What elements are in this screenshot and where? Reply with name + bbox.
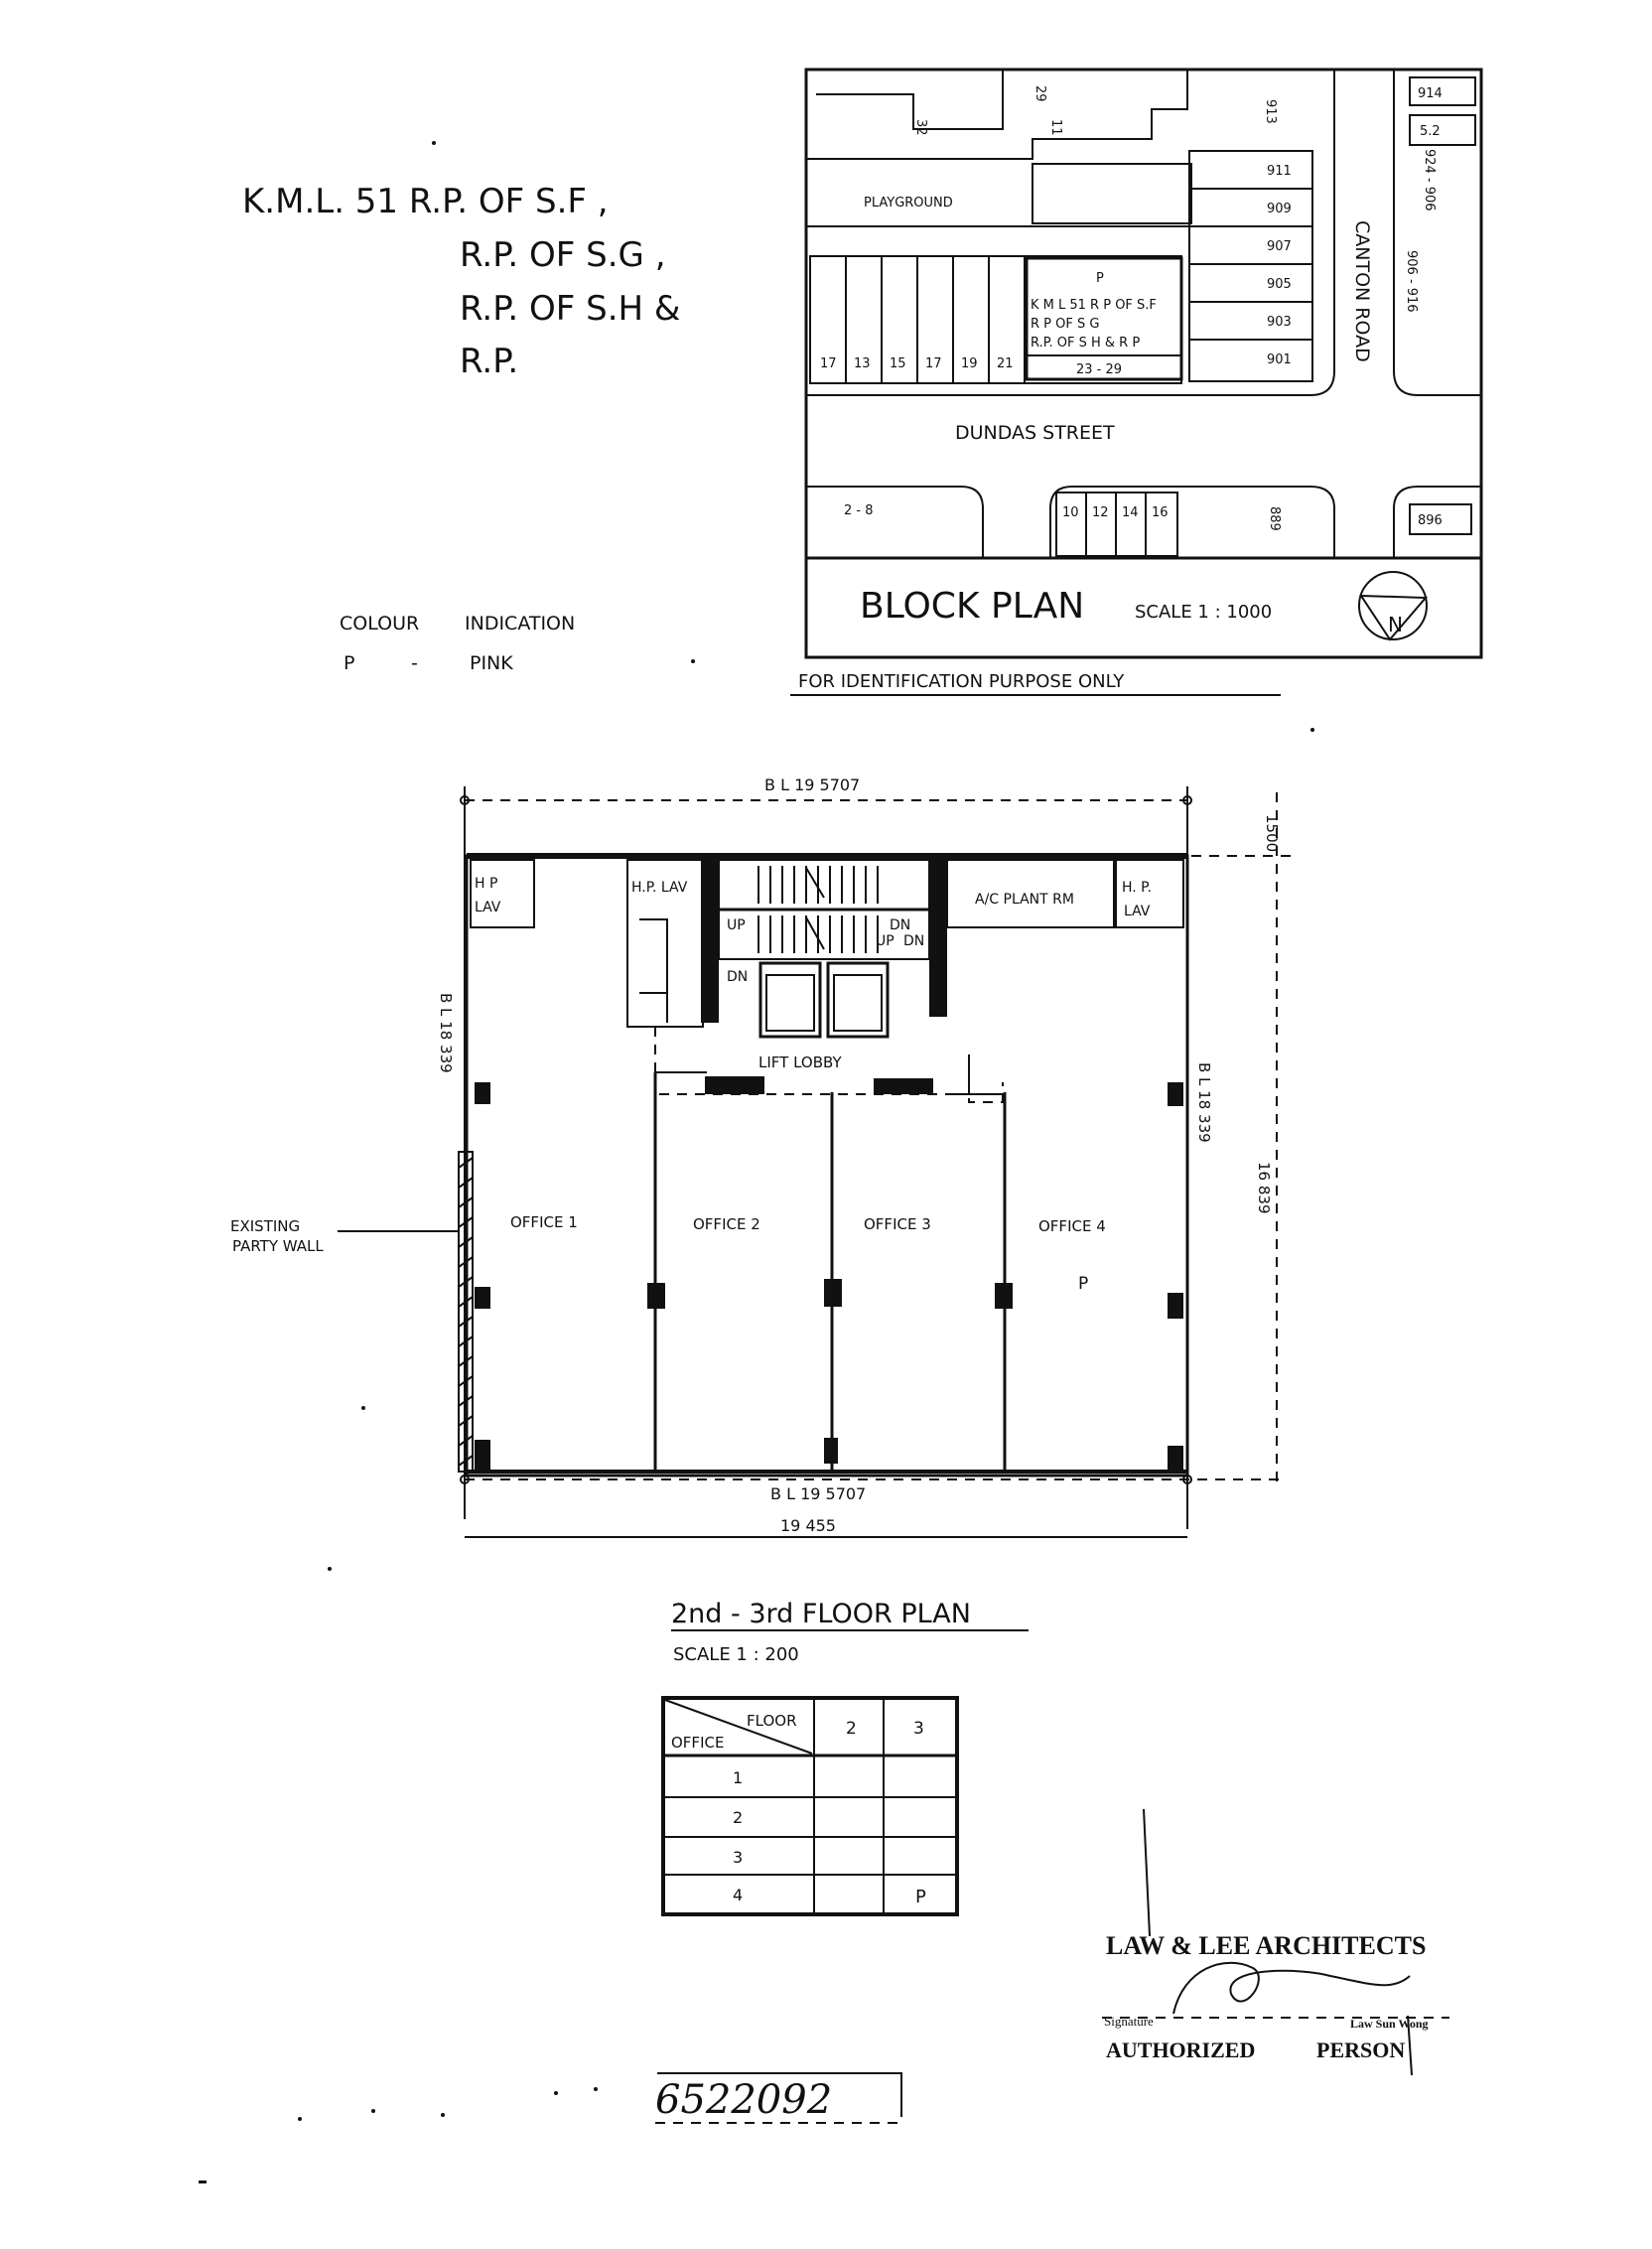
speck bbox=[298, 2117, 302, 2121]
colour-indication-title-left: COLOUR bbox=[340, 613, 420, 634]
lots-right bbox=[1189, 99, 1312, 381]
colour-indication bbox=[340, 613, 575, 674]
floor-plan-title: 2nd - 3rd FLOOR PLAN bbox=[671, 1599, 971, 1629]
lot-number: 17 bbox=[925, 356, 942, 371]
office-3-label: OFFICE 3 bbox=[864, 1215, 931, 1233]
lot-number: 914 bbox=[1418, 86, 1443, 101]
authorized-person-name: Law Sun Wong bbox=[1350, 2017, 1429, 2031]
table-cell-4-3: P bbox=[915, 1887, 926, 1907]
speck bbox=[1310, 728, 1314, 732]
colour-dash: - bbox=[411, 652, 418, 674]
speck bbox=[441, 2113, 445, 2117]
core-wall-left bbox=[701, 858, 719, 1023]
lots-right-frame bbox=[1189, 151, 1312, 381]
dim-overall: 19 455 bbox=[780, 1516, 836, 1535]
lift-car-1-inner bbox=[766, 975, 814, 1031]
column bbox=[475, 1287, 490, 1309]
column bbox=[1168, 1293, 1183, 1319]
speck bbox=[371, 2109, 375, 2113]
table-office-1: 1 bbox=[733, 1768, 744, 1787]
speck bbox=[594, 2087, 598, 2091]
columns bbox=[475, 1082, 1183, 1472]
role-label-right: PERSON bbox=[1316, 2038, 1406, 2062]
site-marker: P bbox=[1096, 271, 1104, 286]
lot-number: 903 bbox=[1267, 315, 1292, 330]
lift-lobby-label: LIFT LOBBY bbox=[758, 1054, 842, 1071]
speck bbox=[361, 1406, 365, 1410]
lot-line-4: R.P. bbox=[460, 342, 519, 381]
lav-right-label-2: LAV bbox=[1124, 904, 1151, 919]
ac-plant-label: A/C PLANT RM bbox=[975, 892, 1074, 908]
lot-number: 12 bbox=[1092, 505, 1109, 520]
party-wall-label-1: EXISTING bbox=[230, 1217, 301, 1235]
signature-block bbox=[1102, 1809, 1449, 2075]
street-name-canton: CANTON ROAD bbox=[1351, 220, 1373, 362]
lot-number: 911 bbox=[1267, 164, 1292, 179]
lot-line-1: K.M.L. 51 R.P. OF S.F , bbox=[242, 182, 609, 221]
lot-number: 11 bbox=[1048, 119, 1063, 136]
dim-left: B L 18 339 bbox=[437, 993, 455, 1073]
floor-plan bbox=[230, 775, 1291, 1665]
office-4-pink-marker: P bbox=[1078, 1274, 1089, 1294]
lot-number: 909 bbox=[1267, 202, 1292, 216]
column bbox=[475, 1440, 490, 1470]
colour-indication-title-right: INDICATION bbox=[465, 613, 576, 634]
lot-number: 889 bbox=[1267, 506, 1282, 531]
office-1-label: OFFICE 1 bbox=[510, 1213, 578, 1231]
column bbox=[1168, 1446, 1183, 1472]
block-plan-frame bbox=[806, 70, 1481, 657]
lot-line-3: R.P. OF S.H & bbox=[460, 289, 681, 329]
building-outline-2 bbox=[816, 70, 1003, 129]
lot-number: 15 bbox=[890, 356, 906, 371]
floor-plan-scale: SCALE 1 : 200 bbox=[673, 1644, 799, 1665]
table-header-floor-3: 3 bbox=[913, 1719, 924, 1739]
north-arrow bbox=[1359, 572, 1427, 639]
dim-top-right: 1500 bbox=[1263, 814, 1281, 853]
speck bbox=[432, 141, 436, 145]
building-outline bbox=[467, 856, 1187, 1476]
speck bbox=[199, 2180, 206, 2183]
lot-description bbox=[242, 182, 680, 381]
column bbox=[824, 1438, 838, 1464]
office-2-label: OFFICE 2 bbox=[693, 1215, 760, 1233]
lot-number: 924 - 906 bbox=[1422, 149, 1437, 211]
playground-label: PLAYGROUND bbox=[864, 196, 953, 211]
schedule-table bbox=[663, 1698, 957, 1914]
lot-number: 19 bbox=[961, 356, 978, 371]
column bbox=[1168, 1082, 1183, 1106]
identification-note: FOR IDENTIFICATION PURPOSE ONLY bbox=[798, 671, 1125, 692]
table-header-office: OFFICE bbox=[671, 1734, 725, 1752]
street-edge-north-east bbox=[1394, 70, 1481, 395]
lots-far-right bbox=[1404, 77, 1475, 313]
building-outline-1 bbox=[806, 70, 1187, 159]
speck bbox=[691, 659, 695, 663]
lav-mid-fixture bbox=[639, 919, 667, 1023]
stair-label-dn-3: DN bbox=[727, 969, 749, 985]
dim-bottom-bl: B L 19 5707 bbox=[770, 1484, 867, 1503]
street-edge-south-west bbox=[806, 487, 983, 558]
lot-number: 21 bbox=[997, 356, 1014, 371]
site-numbers: 23 - 29 bbox=[1076, 362, 1123, 377]
lot-number: 32 bbox=[913, 119, 928, 136]
office-4-label: OFFICE 4 bbox=[1038, 1217, 1106, 1235]
lav-left bbox=[471, 860, 534, 927]
core-wall-bottom-right bbox=[874, 1078, 933, 1094]
lav-left-label-1: H P bbox=[475, 876, 498, 892]
lot-number: 5.2 bbox=[1420, 124, 1441, 139]
lot-number: 14 bbox=[1122, 505, 1139, 520]
street-edge-south bbox=[1050, 487, 1334, 558]
stamp-number bbox=[655, 2073, 901, 2123]
lot-number: 907 bbox=[1267, 239, 1292, 254]
table-office-4: 4 bbox=[733, 1886, 744, 1904]
lots-bottom bbox=[844, 492, 1471, 556]
column bbox=[995, 1283, 1013, 1309]
dim-top: B L 19 5707 bbox=[764, 775, 861, 794]
street-name-dundas: DUNDAS STREET bbox=[955, 422, 1115, 444]
lot-number: 13 bbox=[854, 356, 871, 371]
lot-number: 905 bbox=[1267, 277, 1292, 292]
block-plan-title: BLOCK PLAN bbox=[860, 586, 1085, 627]
lot-number: 906 - 916 bbox=[1404, 250, 1419, 313]
role-label-left: AUTHORIZED bbox=[1106, 2038, 1256, 2062]
lot-number: 17 bbox=[820, 356, 837, 371]
lot-number: 29 bbox=[1032, 85, 1047, 102]
stair-label-up-2: UP bbox=[876, 933, 895, 949]
block-plan-scale: SCALE 1 : 1000 bbox=[1135, 602, 1273, 623]
table-header-floor-2: 2 bbox=[846, 1719, 857, 1739]
lav-left-label-2: LAV bbox=[475, 900, 501, 915]
lot-line-2: R.P. OF S.G , bbox=[460, 235, 666, 275]
lift-car-2-inner bbox=[834, 975, 882, 1031]
lav-mid-label: H.P. LAV bbox=[631, 880, 688, 896]
colour-value: PINK bbox=[470, 652, 513, 674]
stamp-number-text: 6522092 bbox=[655, 2077, 833, 2123]
dim-right-outer: 16 839 bbox=[1255, 1162, 1273, 1214]
table-office-3: 3 bbox=[733, 1848, 744, 1867]
signature-label: Signature bbox=[1104, 2014, 1154, 2029]
lifts bbox=[760, 963, 888, 1037]
core-wall-right bbox=[929, 858, 947, 1017]
dim-right: B L 18 339 bbox=[1195, 1062, 1213, 1143]
signature-scribble bbox=[1173, 1963, 1410, 2014]
site-label-line: R.P. OF S H & R P bbox=[1031, 336, 1141, 351]
speck bbox=[328, 1567, 332, 1571]
lot-number: 10 bbox=[1062, 505, 1079, 520]
lot-number: 16 bbox=[1152, 505, 1169, 520]
corner-lot-number: 913 bbox=[1263, 99, 1278, 124]
column bbox=[475, 1082, 490, 1104]
lav-right-label-1: H. P. bbox=[1122, 880, 1152, 896]
lot-number: 901 bbox=[1267, 352, 1292, 367]
stair-label-up-1: UP bbox=[727, 917, 746, 933]
table-header-floor: FLOOR bbox=[747, 1712, 797, 1730]
signature-stroke bbox=[1144, 1809, 1150, 1936]
staircase bbox=[719, 860, 929, 985]
column bbox=[824, 1279, 842, 1307]
core-wall-bottom-left bbox=[705, 1076, 764, 1094]
north-label: N bbox=[1388, 613, 1403, 636]
lot-number: 896 bbox=[1418, 513, 1443, 528]
stair-label-dn-2: DN bbox=[903, 933, 925, 949]
building-outline-3 bbox=[1032, 164, 1191, 223]
speck bbox=[554, 2091, 558, 2095]
site-label-line: K M L 51 R P OF S.F bbox=[1031, 298, 1157, 313]
column bbox=[647, 1283, 665, 1309]
lot-number: 2 - 8 bbox=[844, 503, 874, 518]
colour-key: P bbox=[344, 652, 355, 674]
architect-firm: LAW & LEE ARCHITECTS bbox=[1106, 1931, 1427, 1960]
party-wall-label-2: PARTY WALL bbox=[232, 1237, 324, 1255]
block-plan bbox=[806, 70, 1481, 657]
table-office-2: 2 bbox=[733, 1808, 744, 1827]
stair-label-dn-1: DN bbox=[890, 917, 911, 933]
site-label-line: R P OF S G bbox=[1031, 317, 1100, 332]
